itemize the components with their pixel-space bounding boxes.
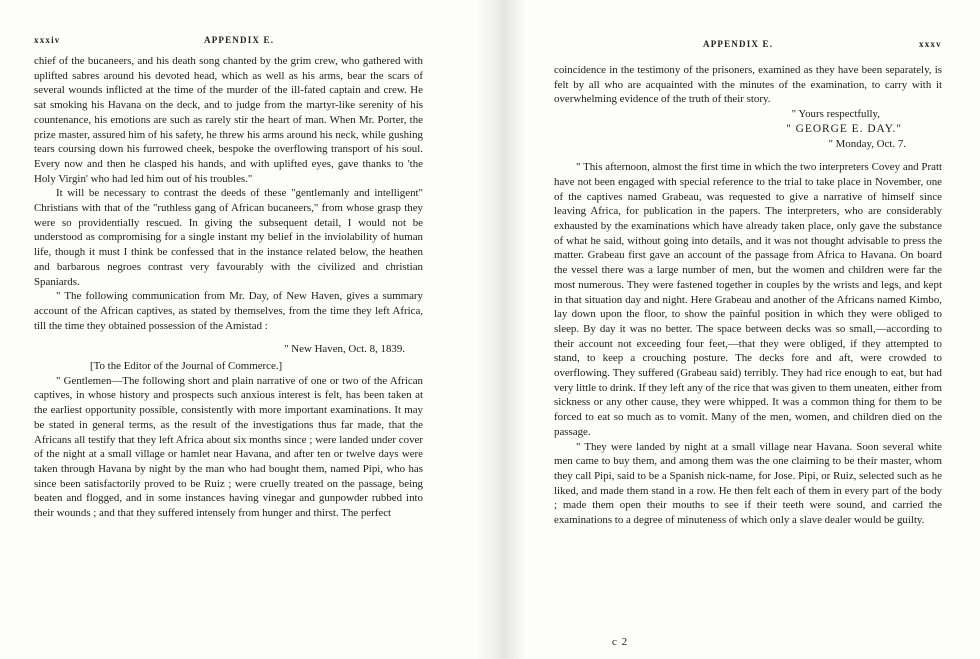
book-gutter	[474, 0, 528, 659]
letter-signature: " GEORGE E. DAY."	[786, 122, 902, 135]
signature-mark: c 2	[612, 636, 629, 648]
paragraph-communication: " The following communication from Mr. Day, of New Haven, gives a summary account of the African captives, as stated by themselves, from the time they left Africa, till the time they obtained possession of the Amistad :	[34, 290, 423, 332]
page-number: xxxv	[919, 39, 942, 49]
paragraph-continuation: chief of the bucaneers, and his death song chanted by the grim crew, who gathered with uplifted sabres around his devoted head, which as well as his arms, bear the scars of several wounds inflicted at the time of the murder of the ill-fated captain and crew. He sat smoking his Havana on the deck, and to judge from the martyr-like serenity of his countenance, his emotions are such as rarely stir the heart of man. When Mr. Porter, the prize master, assured him of his safety, he threw his arms around his neck, while gushing tears coursing down his furrowed cheek, bespoke the overflowing transport of his soul. Every now and then he clasped his hands, and with uplifted eyes, gave thanks to 'the Holy Virgin' who had led him out of his troubles."	[34, 55, 423, 185]
running-title: APPENDIX E.	[703, 39, 774, 49]
paragraph-grabeau-narrative: " This afternoon, almost the first time in which the two interpreters Covey and Pratt have not been engaged with special reference to the trial to take place in November, one of the captives named Grabeau, was requested to give a narrative of himself since leaving Africa, for publication in the papers. The interpreters, who are considerably exhausted by the examinations which have already taken place, only gave the substance of what he said, without going into details, and it was not thought advisable to press the matter. Grabeau first gave an account of the passage from Africa to Havana. On board the vessel there was a large number of men, but the women and children were far the most numerous. They were fastened together in couples by the wrists and legs, and kept in that situation day and night. Here Grabeau and another of the Africans named Kimbo, lay down upon the floor, to show the painful position in which they were obliged to sleep. By day it was no better. The space between decks was so small,—according to their account not exceeding four feet,—that they were obliged, if they attempted to stand, to keep a crouching posture. The decks fore and aft, were crowded to overflowing. They suffered (Grabeau said) terribly. They had rice enough to eat, but had very little to drink. If they left any of the rice that was given to them uneaten, either from sickness or any other cause, they were whipped. It was a common thing for them to be forced to eat so much as to vomit. Many of the men, women, and children died on the passage.	[554, 161, 942, 438]
running-title: APPENDIX E.	[204, 35, 275, 45]
letter-closing: " Yours respectfully,	[791, 108, 880, 121]
letter-body: " Gentlemen—The following short and plain narrative of one or two of the African captives, in whose history and prospects such anxious interest is felt, has been taken at the earliest opportunity possible, consistently with more important examinations. It may be stated in general terms, as the result of the investigations thus far made, that the Africans all testify that they left Africa about six months since ; were landed under cover of the night at a small village or hamlet near Havana, and after ten or twelve days were taken through Havana by night by the man who had bought them, named Pipi, who has since been satisfactorily proved to be Ruiz ; were cruelly treated on the passage, being beaten and flogged, and in some instances having vinegar and gunpowder rubbed into their wounds ; and that they suffered intensely from hunger and thirst. The perfect	[34, 374, 423, 520]
paragraph-landing: " They were landed by night at a small village near Havana. Soon several white men came to buy them, and among them was the one claiming to be their master, whom they call Pipi, said to be a Spanish nick-name, for Jose. Pipi, or Ruiz, selected such as he liked, and made them stand in a row. He then felt each of them in every part of the body ; made them open their mouths to see if their teeth were sound, and carried the examinations to a degree of minuteness of which only a slave dealer would be guilty.	[554, 440, 942, 527]
letter-date: " Monday, Oct. 7.	[828, 137, 906, 150]
page-number: xxxiv	[34, 35, 61, 45]
letter-addressee: [To the Editor of the Journal of Commerce.]	[90, 360, 283, 373]
paragraph-continuation: coincidence in the testimony of the prisoners, examined as they have been separately, is felt by all who are acquainted with the minutes of the examination, to carry with it overwhelming evidence of the truth of their story.	[554, 64, 942, 106]
letter-dateline: " New Haven, Oct. 8, 1839.	[284, 343, 405, 356]
paragraph-contrast: It will be necessary to contrast the deeds of these "gentlemanly and intelligent" Christians with that of the "ruthless gang of African bucaneers," from whose grasp they were so providentially rescued. In giving the subsequent detail, I would not be understood as compromising for a single instant my belief in the inviolability of human life, though it must I think be confessed that in the instance related below, the heathen and barbarous negroes contrast very favourably with the civilized and christian Spaniards.	[34, 187, 423, 288]
page-body	[554, 63, 942, 528]
page-body	[34, 54, 423, 521]
